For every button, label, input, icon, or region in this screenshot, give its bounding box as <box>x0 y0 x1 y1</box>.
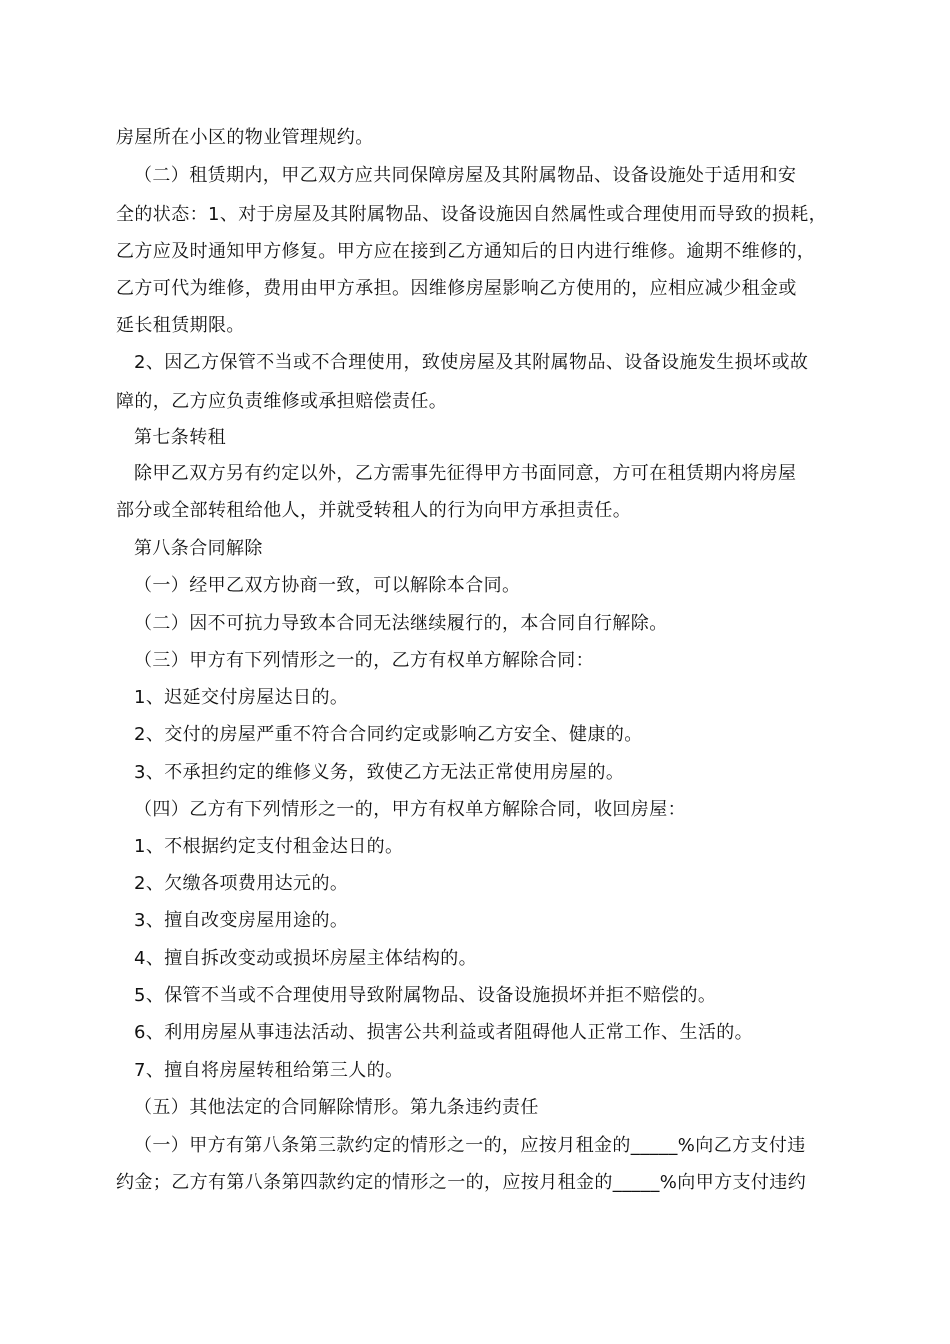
section-heading: 第八条合同解除 <box>134 538 263 559</box>
paragraph-line: （二）租赁期内，甲乙双方应共同保障房屋及其附属物品、设备设施处于适用和安 <box>134 165 797 186</box>
paragraph-line: （二）因不可抗力导致本合同无法继续履行的，本合同自行解除。 <box>134 613 668 634</box>
paragraph-line: 延长租赁期限。 <box>116 315 245 336</box>
paragraph-line: 乙方可代为维修，费用由甲方承担。因维修房屋影响乙方使用的，应相应减少租金或 <box>116 278 797 299</box>
list-item: 2、欠缴各项费用达元的。 <box>134 873 349 894</box>
list-item: 1、迟延交付房屋达日的。 <box>134 687 349 708</box>
list-item: 3、不承担约定的维修义务，致使乙方无法正常使用房屋的。 <box>134 762 625 783</box>
paragraph-line: （一）甲方有第八条第三款约定的情形之一的，应按月租金的_____%向乙方支付违 <box>134 1135 806 1156</box>
paragraph-line: （五）其他法定的合同解除情形。第九条违约责任 <box>134 1097 539 1118</box>
list-item: 3、擅自改变房屋用途的。 <box>134 910 349 931</box>
list-item: 1、不根据约定支付租金达日的。 <box>134 836 404 857</box>
paragraph-line: 2、因乙方保管不当或不合理使用，致使房屋及其附属物品、设备设施发生损坏或故 <box>134 352 809 373</box>
paragraph-line: （四）乙方有下列情形之一的，甲方有权单方解除合同，收回房屋： <box>134 799 686 820</box>
paragraph-line: 约金；乙方有第八条第四款约定的情形之一的，应按月租金的_____%向甲方支付违约 <box>116 1172 807 1193</box>
list-item: 2、交付的房屋严重不符合合同约定或影响乙方安全、健康的。 <box>134 724 643 745</box>
paragraph-line: 全的状态：1、对于房屋及其附属物品、设备设施因自然属性或合理使用而导致的损耗， <box>116 204 828 225</box>
paragraph-line: 障的，乙方应负责维修或承担赔偿责任。 <box>116 391 448 412</box>
paragraph-line: 乙方应及时通知甲方修复。甲方应在接到乙方通知后的日内进行维修。逾期不维修的， <box>116 241 816 262</box>
paragraph-line: 部分或全部转租给他人，并就受转租人的行为向甲方承担责任。 <box>116 500 632 521</box>
paragraph-line: （一）经甲乙双方协商一致，可以解除本合同。 <box>134 575 521 596</box>
paragraph-line: 房屋所在小区的物业管理规约。 <box>116 127 374 148</box>
paragraph-line: （三）甲方有下列情形之一的，乙方有权单方解除合同： <box>134 650 594 671</box>
list-item: 4、擅自拆改变动或损坏房屋主体结构的。 <box>134 948 478 969</box>
section-heading: 第七条转租 <box>134 427 226 448</box>
list-item: 7、擅自将房屋转租给第三人的。 <box>134 1060 404 1081</box>
list-item: 5、保管不当或不合理使用导致附属物品、设备设施损坏并拒不赔偿的。 <box>134 985 717 1006</box>
list-item: 6、利用房屋从事违法活动、损害公共利益或者阻碍他人正常工作、生活的。 <box>134 1022 754 1043</box>
paragraph-line: 除甲乙双方另有约定以外，乙方需事先征得甲方书面同意，方可在租赁期内将房屋 <box>134 463 797 484</box>
